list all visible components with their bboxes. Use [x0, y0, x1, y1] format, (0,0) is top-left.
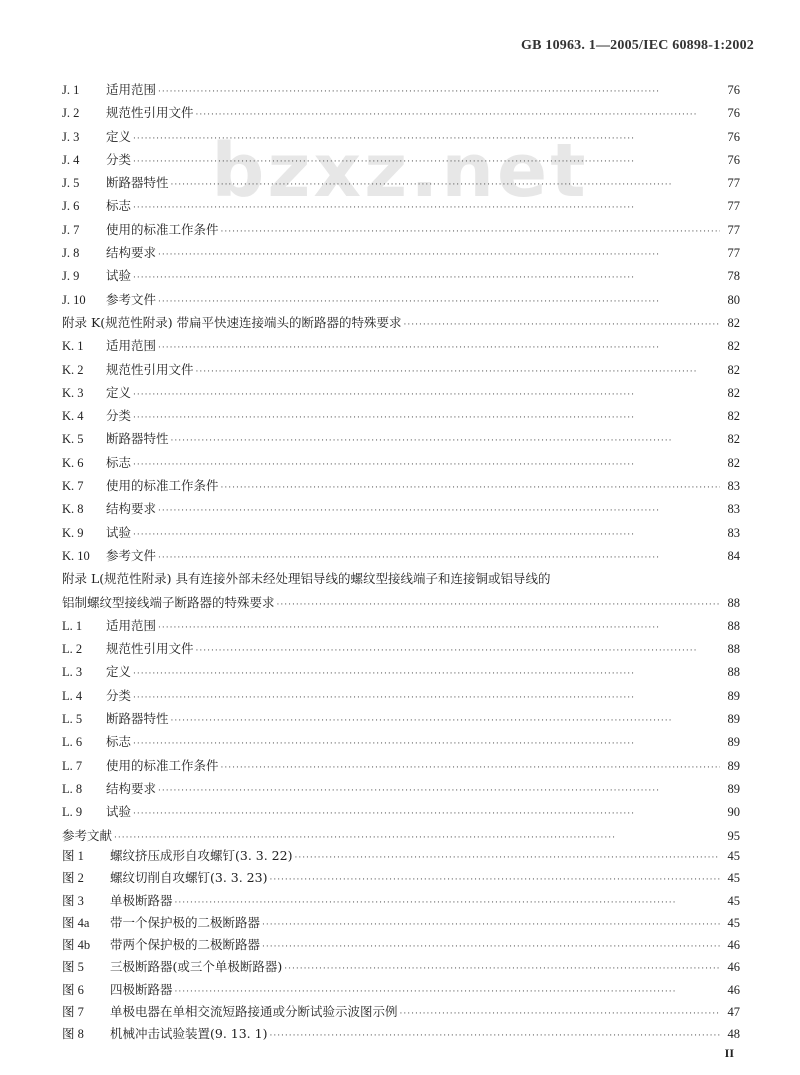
leader-dots	[269, 1025, 720, 1047]
toc-entry[interactable]	[62, 474, 740, 497]
toc-entry-title: 断路器特性	[106, 711, 169, 727]
toc-entry-page: 95	[727, 828, 740, 843]
toc-entry-title: 试验	[106, 268, 132, 284]
toc-entry[interactable]	[62, 78, 740, 101]
toc-entry-title: 标志	[106, 198, 132, 214]
toc-entry-number: K. 8	[62, 502, 84, 517]
figure-number: 图 6	[62, 982, 84, 997]
watermark-text: bzxz.net	[211, 128, 589, 214]
annex-l-title-line2: 铝制螺纹型接线端子断路器的特殊要求	[62, 594, 275, 610]
toc-entry-page: 76	[727, 152, 740, 167]
toc-entry-page: 82	[727, 455, 740, 470]
toc-entry[interactable]	[62, 777, 740, 800]
toc-entry-title: 规范性引用文件	[106, 105, 194, 121]
toc-list-l	[62, 614, 740, 847]
leader-dots	[196, 104, 720, 127]
toc-entry-number: L. 6	[62, 735, 83, 750]
toc-entry-page: 82	[727, 315, 740, 330]
toc-entry-number: J. 9	[62, 269, 80, 284]
toc-entry-number: L. 5	[62, 712, 83, 727]
figure-entry[interactable]	[62, 912, 740, 934]
figure-page: 48	[727, 1027, 740, 1042]
toc-entry[interactable]	[62, 427, 740, 450]
figure-title: 单极断路器	[110, 892, 173, 908]
toc-entry-number: K. 2	[62, 362, 84, 377]
figure-title: 带一个保护极的二极断路器	[110, 914, 261, 930]
toc-entry-title: 分类	[106, 687, 132, 703]
toc-entry-number: K. 6	[62, 455, 84, 470]
toc-entry[interactable]	[62, 125, 740, 148]
toc-entry-number: J. 8	[62, 246, 80, 261]
toc-entry-title: 适用范围	[106, 617, 157, 633]
figure-entry[interactable]	[62, 867, 740, 889]
toc-entry-title: 结构要求	[106, 501, 157, 517]
leader-dots	[133, 384, 720, 407]
toc-entry-page: 88	[727, 618, 740, 633]
leader-dots	[133, 407, 720, 430]
toc-entry-title: 规范性引用文件	[106, 361, 194, 377]
leader-dots	[133, 197, 720, 220]
toc-entry-number: K. 1	[62, 339, 84, 354]
toc-entry-number: J. 4	[62, 152, 80, 167]
figure-title: 三极断路器(或三个单极断路器)	[110, 959, 283, 975]
figure-page: 45	[727, 849, 740, 863]
toc-entry-page: 78	[727, 269, 740, 284]
toc-entry[interactable]	[62, 101, 740, 124]
toc-entry[interactable]	[62, 241, 740, 264]
toc-entry[interactable]	[62, 660, 740, 683]
toc-entry-page: 88	[727, 642, 740, 657]
toc-entry[interactable]	[62, 730, 740, 753]
standard-code-header: GB 10963. 1—2005/IEC 60898-1:2002	[521, 38, 754, 53]
figure-title: 四极断路器	[110, 981, 173, 997]
figure-number: 图 1	[62, 849, 84, 863]
toc-entry-page: 77	[727, 246, 740, 261]
leader-dots	[196, 640, 720, 663]
figure-page: 46	[727, 938, 740, 953]
toc-annex-j-k-l	[62, 78, 740, 847]
leader-dots	[196, 361, 720, 384]
annex-l-page: 88	[727, 595, 740, 610]
toc-entry-number: K. 3	[62, 385, 84, 400]
figure-page: 45	[727, 893, 740, 908]
toc-entry[interactable]	[62, 264, 740, 287]
figure-number: 图 5	[62, 960, 84, 975]
figure-title: 单极电器在单相交流短路接通或分断试验示波图示例	[110, 1004, 398, 1020]
toc-entry-page: 89	[727, 735, 740, 750]
leader-dots	[133, 733, 720, 756]
toc-entry-title: 适用范围	[106, 82, 157, 97]
toc-entry-page: 82	[727, 339, 740, 354]
toc-entry-title: 参考文件	[106, 291, 157, 307]
toc-entry-title: 使用的标准工作条件	[106, 221, 219, 237]
toc-entry-number: L. 2	[62, 642, 83, 657]
figure-entry[interactable]	[62, 845, 740, 867]
toc-entry[interactable]	[62, 194, 740, 217]
toc-entry-page: 90	[727, 805, 740, 820]
figure-number: 图 4a	[62, 915, 90, 930]
toc-entry[interactable]	[62, 381, 740, 404]
leader-dots	[133, 267, 720, 290]
figure-number: 图 2	[62, 871, 84, 886]
toc-entry-number: J. 7	[62, 222, 80, 237]
toc-entry-page: 83	[727, 502, 740, 517]
toc-entry-page: 80	[727, 292, 740, 307]
toc-entry-number: L. 9	[62, 805, 83, 820]
leader-dots	[133, 687, 720, 710]
toc-entry-title: 规范性引用文件	[106, 641, 194, 657]
figure-page: 45	[727, 871, 740, 886]
figure-title: 机械冲击试验装置(9. 13. 1)	[110, 1026, 268, 1042]
toc-entry[interactable]	[62, 358, 740, 381]
leader-dots	[133, 151, 720, 174]
toc-entry-number: L. 8	[62, 781, 83, 796]
leader-dots	[262, 936, 720, 958]
toc-entry[interactable]	[62, 334, 740, 357]
toc-entry-number: J. 1	[62, 83, 80, 97]
figure-page: 46	[727, 960, 740, 975]
toc-entry-title: 分类	[106, 151, 132, 167]
figure-entry[interactable]	[62, 979, 740, 1001]
leader-dots	[221, 757, 720, 780]
figure-entry[interactable]	[62, 890, 740, 912]
leader-dots	[171, 710, 720, 733]
toc-entry-title: 参考文件	[106, 547, 157, 563]
toc-entry-title: 试验	[106, 804, 132, 820]
figure-number: 图 3	[62, 893, 84, 908]
leader-dots	[133, 128, 720, 151]
leader-dots	[294, 847, 720, 869]
toc-entry-page: 89	[727, 781, 740, 796]
leader-dots	[400, 1003, 720, 1025]
figure-entry[interactable]	[62, 934, 740, 956]
toc-entry-number: K. 9	[62, 525, 84, 540]
leader-dots	[158, 337, 720, 360]
toc-entry[interactable]	[62, 544, 740, 567]
toc-entry-page: 88	[727, 665, 740, 680]
toc-entry[interactable]	[62, 637, 740, 660]
leader-dots	[277, 594, 720, 617]
toc-entry-page: 89	[727, 688, 740, 703]
figure-page: 46	[727, 982, 740, 997]
toc-entry-page: 83	[727, 525, 740, 540]
toc-entry-page: 82	[727, 385, 740, 400]
leader-dots	[158, 500, 720, 523]
toc-entry-number: J. 6	[62, 199, 80, 214]
leader-dots	[133, 454, 720, 477]
toc-entry[interactable]	[62, 218, 740, 241]
figure-list-items	[62, 845, 740, 1046]
toc-entry-page: 83	[727, 479, 740, 494]
toc-entry-number: L. 3	[62, 665, 83, 680]
leader-dots	[284, 958, 720, 980]
figure-number: 图 7	[62, 1005, 84, 1020]
toc-entry-page: 89	[727, 712, 740, 727]
toc-entry-page: 82	[727, 362, 740, 377]
leader-dots	[221, 477, 720, 500]
toc-entry[interactable]	[62, 824, 740, 847]
toc-entry-page: 76	[727, 129, 740, 144]
toc-entry[interactable]	[62, 288, 740, 311]
toc-entry[interactable]	[62, 800, 740, 823]
leader-dots	[133, 663, 720, 686]
leader-dots	[171, 174, 720, 197]
leader-dots	[133, 524, 720, 547]
leader-dots	[158, 780, 720, 803]
toc-entry-title: 定义	[106, 664, 132, 680]
toc-entry-title: 使用的标准工作条件	[106, 478, 219, 494]
page-number-footer: II	[724, 1046, 734, 1060]
toc-list-jk	[62, 78, 740, 567]
toc-entry[interactable]	[62, 521, 740, 544]
toc-entry-number: J. 5	[62, 176, 80, 191]
toc-entry-title: 断路器特性	[106, 431, 169, 447]
toc-entry-title: 适用范围	[106, 338, 157, 354]
toc-entry-page: 84	[727, 548, 740, 563]
figure-title: 螺纹挤压成形自攻螺钉(3. 3. 22)	[110, 848, 293, 863]
toc-entry[interactable]	[62, 614, 740, 637]
toc-entry-page: 77	[727, 176, 740, 191]
toc-entry-number: J. 2	[62, 106, 80, 121]
figure-number: 图 8	[62, 1027, 84, 1042]
toc-entry-title: 使用的标准工作条件	[106, 757, 219, 773]
toc-entry-number: K. 10	[62, 548, 90, 563]
toc-entry-page: 82	[727, 432, 740, 447]
toc-entry-page: 77	[727, 222, 740, 237]
toc-entry-title: 标志	[106, 734, 132, 750]
toc-entry-page: 76	[727, 83, 740, 97]
toc-entry[interactable]	[62, 707, 740, 730]
toc-entry-title: 断路器特性	[106, 175, 169, 191]
figure-page: 47	[727, 1005, 740, 1020]
leader-dots	[175, 981, 720, 1003]
toc-entry-number: K. 4	[62, 409, 84, 424]
toc-entry-number: L. 4	[62, 688, 83, 703]
toc-entry-page: 82	[727, 409, 740, 424]
toc-entry[interactable]	[62, 451, 740, 474]
toc-entry-page: 76	[727, 106, 740, 121]
toc-entry-title: 标志	[106, 454, 132, 470]
toc-entry[interactable]	[62, 171, 740, 194]
figure-entry[interactable]	[62, 956, 740, 978]
leader-dots	[175, 892, 720, 914]
figure-entry[interactable]	[62, 1023, 740, 1045]
figure-number: 图 4b	[62, 938, 91, 953]
toc-entry-number: K. 7	[62, 479, 84, 494]
toc-entry-number: L. 7	[62, 758, 83, 773]
toc-entry-number: K. 5	[62, 432, 84, 447]
leader-dots	[171, 430, 720, 453]
leader-dots	[269, 869, 720, 891]
leader-dots	[262, 914, 720, 936]
leader-dots	[221, 221, 720, 244]
toc-entry-page: 77	[727, 199, 740, 214]
annex-l-title-line1: 附录 L(规范性附录) 具有连接外部未经处理铝导线的螺纹型接线端子和连接铜或铝导线的	[62, 571, 551, 587]
figure-list	[62, 845, 740, 1046]
leader-dots	[158, 81, 720, 104]
figure-title: 带两个保护极的二极断路器	[110, 937, 261, 953]
figure-title: 螺纹切削自攻螺钉(3. 3. 23)	[110, 870, 268, 886]
toc-entry[interactable]	[62, 311, 740, 334]
toc-entry-number: J. 10	[62, 292, 86, 307]
toc-entry-title: 试验	[106, 524, 132, 540]
leader-dots	[404, 314, 720, 337]
toc-annex-l-heading[interactable]	[62, 567, 740, 614]
leader-dots	[158, 244, 720, 267]
toc-entry-title: 定义	[106, 384, 132, 400]
toc-entry[interactable]	[62, 684, 740, 707]
toc-entry[interactable]	[62, 497, 740, 520]
leader-dots	[158, 617, 720, 640]
toc-entry-page: 89	[727, 758, 740, 773]
toc-entry-title: 结构要求	[106, 245, 157, 261]
toc-entry[interactable]	[62, 148, 740, 171]
figure-entry[interactable]	[62, 1001, 740, 1023]
toc-entry-number: L. 1	[62, 618, 83, 633]
toc-entry-number: J. 3	[62, 129, 80, 144]
figure-page: 45	[727, 915, 740, 930]
toc-entry-title: 结构要求	[106, 780, 157, 796]
toc-entry[interactable]	[62, 404, 740, 427]
toc-entry[interactable]	[62, 754, 740, 777]
leader-dots	[133, 803, 720, 826]
toc-entry-title: 参考文献	[62, 827, 113, 843]
toc-entry-title: 分类	[106, 408, 132, 424]
toc-entry-title: 定义	[106, 128, 132, 144]
toc-entry-title: 附录 K(规范性附录) 带扁平快速连接端头的断路器的特殊要求	[62, 314, 402, 330]
